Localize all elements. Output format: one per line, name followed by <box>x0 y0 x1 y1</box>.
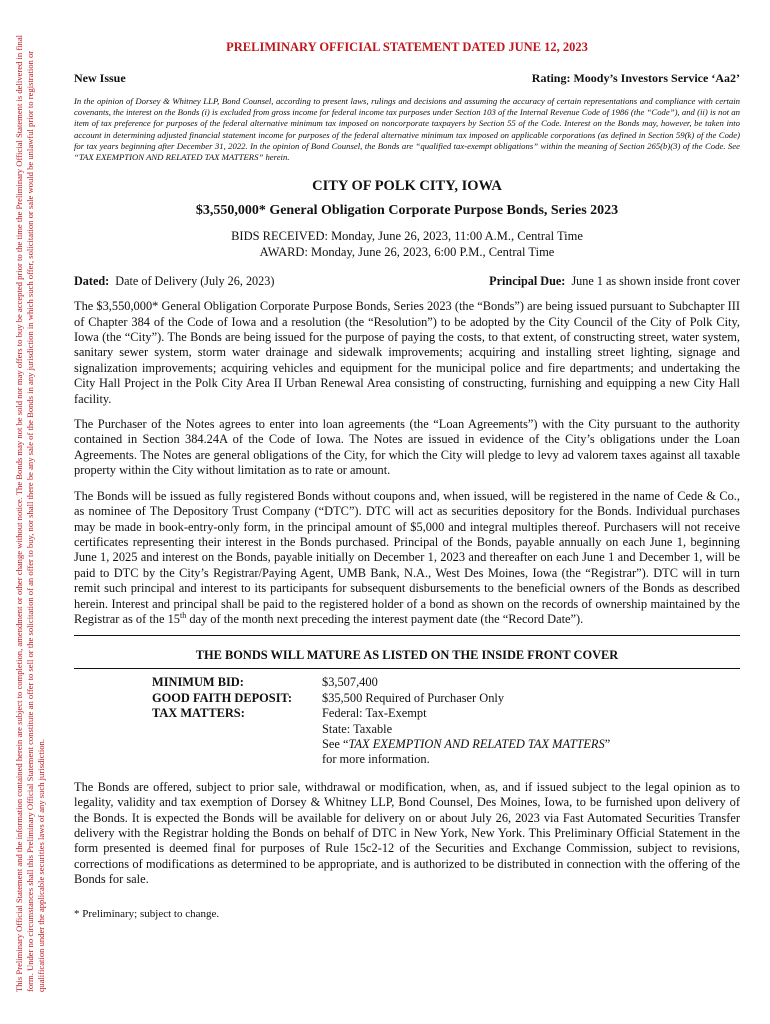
bids-received: BIDS RECEIVED: Monday, June 26, 2023, 11:00 A.M., Central Time <box>231 229 583 244</box>
tax-federal: Federal: Tax-Exempt <box>322 706 427 721</box>
footnote: * Preliminary; subject to change. <box>74 907 220 920</box>
bond-counsel-opinion: In the opinion of Dorsey & Whitney LLP, Bond Counsel, according to present laws, rulings and decisions and assuming the accuracy of certain representations and compliance with certain covenants, the interest on the Bonds (i) is excluded from gross income for federal income tax purposes under Section 103 of the Internal Revenue Code of 1986 (the “Code”), and (ii) is not an item of tax preference for purposes of the federal alternative minimum tax imposed on noncorporate taxpayers by Section 55 of the Code. Interest on the Bonds may, however, be taken into account in determining adjusted financial statement income for purposes of the federal alternative minimum tax imposed on applicable corporations (as defined in Section 59(k) of the Code) for tax years beginning after December 31, 2022. In the opinion of Bond Counsel, the Bonds are “qualified tax-exempt obligations” within the meaning of Section 265(b)(3) of the Code. See “TAX EXEMPTION AND RELATED TAX MATTERS” herein. <box>74 96 740 163</box>
principal-due-value: June 1 as shown inside front cover <box>571 274 740 289</box>
good-faith-label: GOOD FAITH DEPOSIT: <box>152 690 292 705</box>
ordinal-superscript: th <box>179 610 187 620</box>
bond-title: $3,550,000* General Obligation Corporate Purpose Bonds, Series 2023 <box>195 203 619 219</box>
dated-info <box>74 273 274 289</box>
document-page <box>74 38 740 920</box>
divider-bottom <box>74 668 740 669</box>
tax-see-suffix: ” <box>604 736 611 751</box>
paragraph-purpose: The $3,550,000* General Obligation Corporate Purpose Bonds, Series 2023 (the “Bonds”) are being issued pursuant to Subchapter III of Chapter 384 of the Code of Iowa and a resolution (the “Resolution”) to be adopted by the City Council of the City of Polk City, Iowa (the “City”). The Bonds are being issued for the purpose of paying the costs, to that extent, of constructing street, water system, sanitary sewer system, storm water drainage and sidewalk improvements; acquiring and installing street lighting, signage and signalization improvements; acquiring vehicles and equipment for the municipal police and fire departments; and undertaking the City Hall Project in the Polk City Area II Urban Renewal Area consisting of constructing, furnishing and equipping a new City Hall facility. <box>74 299 740 406</box>
tax-matters-label: TAX MATTERS: <box>152 706 245 721</box>
dated-row <box>74 273 740 289</box>
paragraph-registration <box>74 489 740 628</box>
issue-rating-row <box>74 70 740 86</box>
principal-due-info <box>489 273 740 289</box>
paragraph-loan-agreements: The Purchaser of the Notes agrees to enter into loan agreements (the “Loan Agreements”) with the City pursuant to the authority contained in Section 384.24A of the Code of Iowa. The Notes are issued in evidence of the City’s obligations under the Loan Agreements. The Notes are general obligations of the City, for which the City will pledge to levy ad valorem taxes against all taxable property within the City without limitation as to rate or amount. <box>74 417 740 478</box>
terms-table <box>152 675 740 767</box>
minimum-bid-label: MINIMUM BID: <box>152 675 244 690</box>
issuer-name: CITY OF POLK CITY, IOWA <box>312 178 502 195</box>
paragraph-offering: The Bonds are offered, subject to prior sale, withdrawal or modification, when, as, and if issued subject to the legal opinion as to legality, validity and tax exemption of Dorsey & Whitney LLP, Bond Counsel, Des Moines, Iowa, to be furnished upon delivery of the Bonds. It is expected the Bonds will be available for delivery on or about July 26, 2023 via Fast Automated Securities Transfer delivery with the Registrar holding the Bonds on behalf of DTC in New York, New York. This Preliminary Official Statement in the form presented is deemed final for purposes of Rule 15c2-12 of the Securities and Exchange Commission, subject to revisions, corrections of modifications as determined to be appropriate, and is authorized to be distributed in connection with the offering of the Bonds for sale. <box>74 779 740 887</box>
terms-row-minimum-bid <box>152 675 740 690</box>
principal-due-label: Principal Due: <box>489 274 566 289</box>
bids-block <box>74 229 740 260</box>
sidebar-disclaimer <box>0 0 62 1024</box>
tax-state: State: Taxable <box>322 721 393 736</box>
minimum-bid-value: $3,507,400 <box>322 675 378 690</box>
award-date: AWARD: Monday, June 26, 2023, 6:00 P.M., Central Time <box>259 244 555 259</box>
tax-matters-value <box>322 706 740 768</box>
tax-see-prefix: See “ <box>322 736 349 751</box>
sidebar-disclaimer-text: This Preliminary Official Statement and the information contained herein are subject to completion, amendment or other change without notice. The Bonds may not be sold nor may offers to buy be accepted prior to the time the Preliminary Official Statement is delivered in final form. Under no circumstances shall this Preliminary Official Statement constitute an offer to sell or the solicitation of an offer to buy, nor shall there be any sale of the Bonds in any jurisdiction in which such offer, solicitation or sale would be unlawful prior to registration or qualification under the applicable securities laws of any such jurisdiction. <box>14 34 47 992</box>
rating-label: Rating: Moody’s Investors Service ‘Aa2’ <box>531 71 740 85</box>
dated-value: Date of Delivery (July 26, 2023) <box>115 274 275 289</box>
terms-row-tax-matters <box>152 706 740 768</box>
dated-label: Dated: <box>74 274 110 289</box>
terms-row-good-faith <box>152 691 740 706</box>
good-faith-value: $35,500 Required of Purchaser Only <box>322 690 505 705</box>
new-issue-label: New Issue <box>74 71 126 85</box>
registration-text: The Bonds will be issued as fully registered Bonds without coupons and, when issued, will be registered in the name of Cede & Co., as nominee of The Depository Trust Company (“DTC”). DTC will act as securities depository for the Bonds. Individual purchases may be made in book-entry-only form, in the principal amount of $5,000 and integral multiples thereof. Purchasers will not receive certificates representing their interest in the Bonds purchased. Principal of the Bonds, payable annually on each June 1, beginning June 1, 2025 and interest on the Bonds, payable initially on December 1, 2023 and thereafter on each June 1 and December 1, will be paid to DTC by the City’s Registrar/Paying Agent, UMB Bank, N.A., West Des Moines, Iowa (the “Registrar”). DTC will in turn remit such principal and interest to its participants for subsequent disbursements to the beneficial owners of the Bonds as described herein. Interest and principal shall be paid to the registered holder of a bond as shown on the records of ownership maintained by the Registrar as of the 15 <box>74 488 740 626</box>
maturity-heading: THE BONDS WILL MATURE AS LISTED ON THE INSIDE FRONT COVER <box>195 648 619 663</box>
registration-text-end: day of the month next preceding the interest payment date (the “Record Date”). <box>186 611 584 626</box>
tax-see-reference <box>322 737 740 752</box>
divider-top <box>74 635 740 636</box>
preliminary-title: PRELIMINARY OFFICIAL STATEMENT DATED JUNE 12, 2023 <box>226 40 588 54</box>
tax-more-info: for more information. <box>322 752 430 767</box>
tax-exemption-link[interactable]: TAX EXEMPTION AND RELATED TAX MATTERS <box>348 736 605 751</box>
